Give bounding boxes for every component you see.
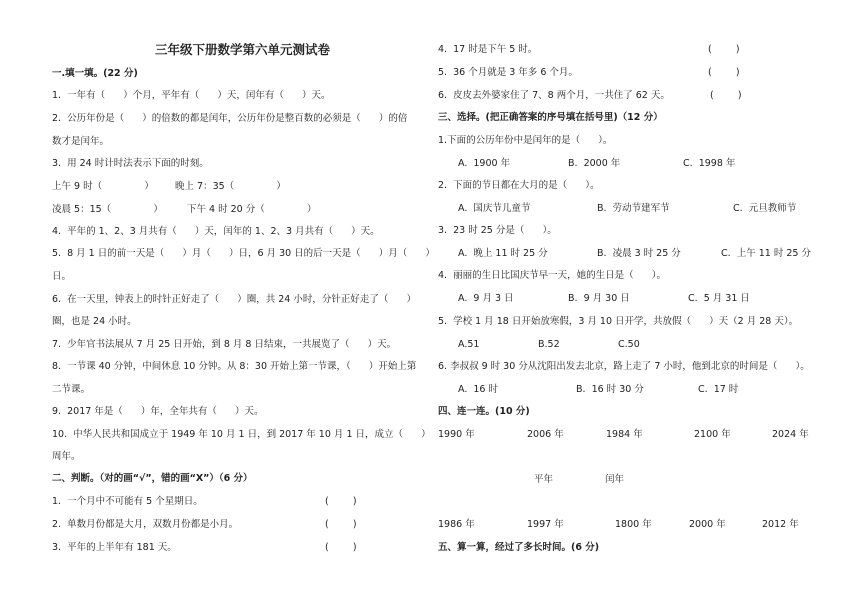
- question: 周年。: [52, 451, 81, 462]
- question: 9. 2017 年是（ ）年，全年共有（ ）天。: [52, 406, 264, 417]
- choice-option: B. 16 时 30 分: [576, 384, 644, 395]
- choice-question: 2. 下面的节日都在大月的是（ ）。: [438, 180, 600, 191]
- question: 7. 少年官书法展从 7 月 25 日开始，到 8 月 8 日结束，一共展览了（ ）天。: [52, 339, 397, 350]
- choice-question: 1.下面的公历年份中是闰年的是（ ）。: [438, 135, 613, 146]
- choice-option: B.52: [538, 339, 560, 350]
- year-item: 1990 年: [438, 429, 475, 440]
- section-5-heading: 五、算一算，经过了多长时间。(6 分): [438, 542, 600, 553]
- question: 2. 公历年份是（ ）的倍数的都是闰年，公历年份是整百数的必须是（ ）的倍: [52, 113, 408, 124]
- choice-option: A.51: [458, 339, 480, 350]
- question: 下午 4 时 20 分（ ）: [187, 204, 317, 215]
- answer-paren: ( ): [325, 519, 357, 530]
- question: 10. 中华人民共和国成立于 1949 年 10 月 1 日，到 2017 年 10 月 1 日，成立（ ）: [52, 429, 431, 440]
- year-item: 2000 年: [689, 519, 726, 530]
- year-type-label: 闰年: [605, 474, 625, 485]
- choice-option: C. 上午 11 时 25 分: [721, 248, 811, 259]
- page-title: 三年级下册数学第六单元测试卷: [155, 42, 331, 57]
- judge-item: 3. 平年的上半年有 181 天。: [52, 542, 177, 553]
- choice-option: C. 元旦教师节: [733, 203, 797, 214]
- year-item: 1800 年: [615, 519, 652, 530]
- choice-option: A. 晚上 11 时 25 分: [458, 248, 548, 259]
- choice-option: A. 16 时: [458, 384, 498, 395]
- year-item: 1984 年: [606, 429, 643, 440]
- judge-item: 2. 单数月份都是大月，双数月份都是小月。: [52, 519, 239, 530]
- year-item: 2024 年: [772, 429, 809, 440]
- choice-question: 3. 23 时 25 分是（ ）。: [438, 225, 557, 236]
- choice-question: 4. 丽丽的生日比国庆节早一天，她的生日是（ ）。: [438, 270, 666, 281]
- question: 二节课。: [52, 384, 91, 395]
- choice-option: A. 1900 年: [458, 158, 511, 169]
- choice-option: C. 17 时: [698, 384, 739, 395]
- question: 6. 在一天里，钟表上的时针正好走了（ ）圈，共 24 小时，分针正好走了（ ）: [52, 294, 416, 305]
- choice-option: C.50: [618, 339, 640, 350]
- choice-option: C. 5 月 31 日: [688, 293, 750, 304]
- section-4-heading: 四、连一连。(10 分): [438, 406, 530, 417]
- question: 8. 一节课 40 分钟，中间休息 10 分钟。从 8：30 开始上第一节课，（ ）开始上第: [52, 361, 417, 372]
- question: 圈，也是 24 小时。: [52, 316, 137, 327]
- judge-item: 5. 36 个月就是 3 年多 6 个月。: [438, 67, 578, 78]
- year-item: 1997 年: [527, 519, 564, 530]
- choice-option: B. 凌晨 3 时 25 分: [597, 248, 681, 259]
- choice-question: 6. 李叔叔 9 时 30 分从沈阳出发去北京，路上走了 7 小时，他到北京的时间是（ ）。: [438, 361, 810, 372]
- section-2-heading: 二、判断。（对的画“√”，错的画“X”）（6 分）: [52, 473, 253, 484]
- choice-option: C. 1998 年: [683, 158, 736, 169]
- year-item: 2100 年: [694, 429, 731, 440]
- choice-option: B. 劳动节建军节: [597, 203, 670, 214]
- answer-paren: ( ): [708, 44, 740, 55]
- question: 凌晨 5：15（ ）: [52, 204, 163, 215]
- judge-item: 1. 一个月中不可能有 5 个星期日。: [52, 496, 203, 507]
- choice-question: 5. 学校 1 月 18 日开始放寒假，3 月 10 日开学，共放假（ ）天（2 月 28 天）。: [438, 316, 799, 327]
- judge-item: 6. 皮皮去外婆家住了 7、8 两个月，一共住了 62 天。: [438, 90, 670, 101]
- choice-option: B. 9 月 30 日: [568, 293, 630, 304]
- question: 日。: [52, 271, 72, 282]
- question: 5. 8 月 1 日的前一天是（ ）月（ ）日，6 月 30 日的后一天是（ ）月（ ）: [52, 248, 435, 259]
- section-1-heading: 一.填一填。(22 分): [52, 68, 138, 79]
- year-item: 2012 年: [762, 519, 799, 530]
- choice-option: A. 国庆节儿童节: [458, 203, 531, 214]
- question: 4. 平年的 1、2、3 月共有（ ）天，闰年的 1、2、3 月共有（ ）天。: [52, 226, 380, 237]
- answer-paren: ( ): [325, 542, 357, 553]
- question: 3. 用 24 时计时法表示下面的时刻。: [52, 158, 209, 169]
- answer-paren: ( ): [708, 67, 740, 78]
- year-type-label: 平年: [534, 474, 554, 485]
- choice-option: B. 2000 年: [568, 158, 621, 169]
- answer-paren: ( ): [710, 90, 742, 101]
- year-item: 1986 年: [438, 519, 475, 530]
- section-3-heading: 三、选择。(把正确答案的序号填在括号里)（12 分）: [438, 112, 663, 123]
- question: 上午 9 时（ ）: [52, 181, 154, 192]
- answer-paren: ( ): [325, 496, 357, 507]
- year-item: 2006 年: [527, 429, 564, 440]
- question: 晚上 7：35（ ）: [175, 181, 286, 192]
- question: 数才是闰年。: [52, 136, 110, 147]
- choice-option: A. 9 月 3 日: [458, 293, 514, 304]
- question: 1. 一年有（ ）个月，平年有（ ）天，闰年有（ ）天。: [52, 90, 331, 101]
- judge-item: 4. 17 时是下午 5 时。: [438, 44, 538, 55]
